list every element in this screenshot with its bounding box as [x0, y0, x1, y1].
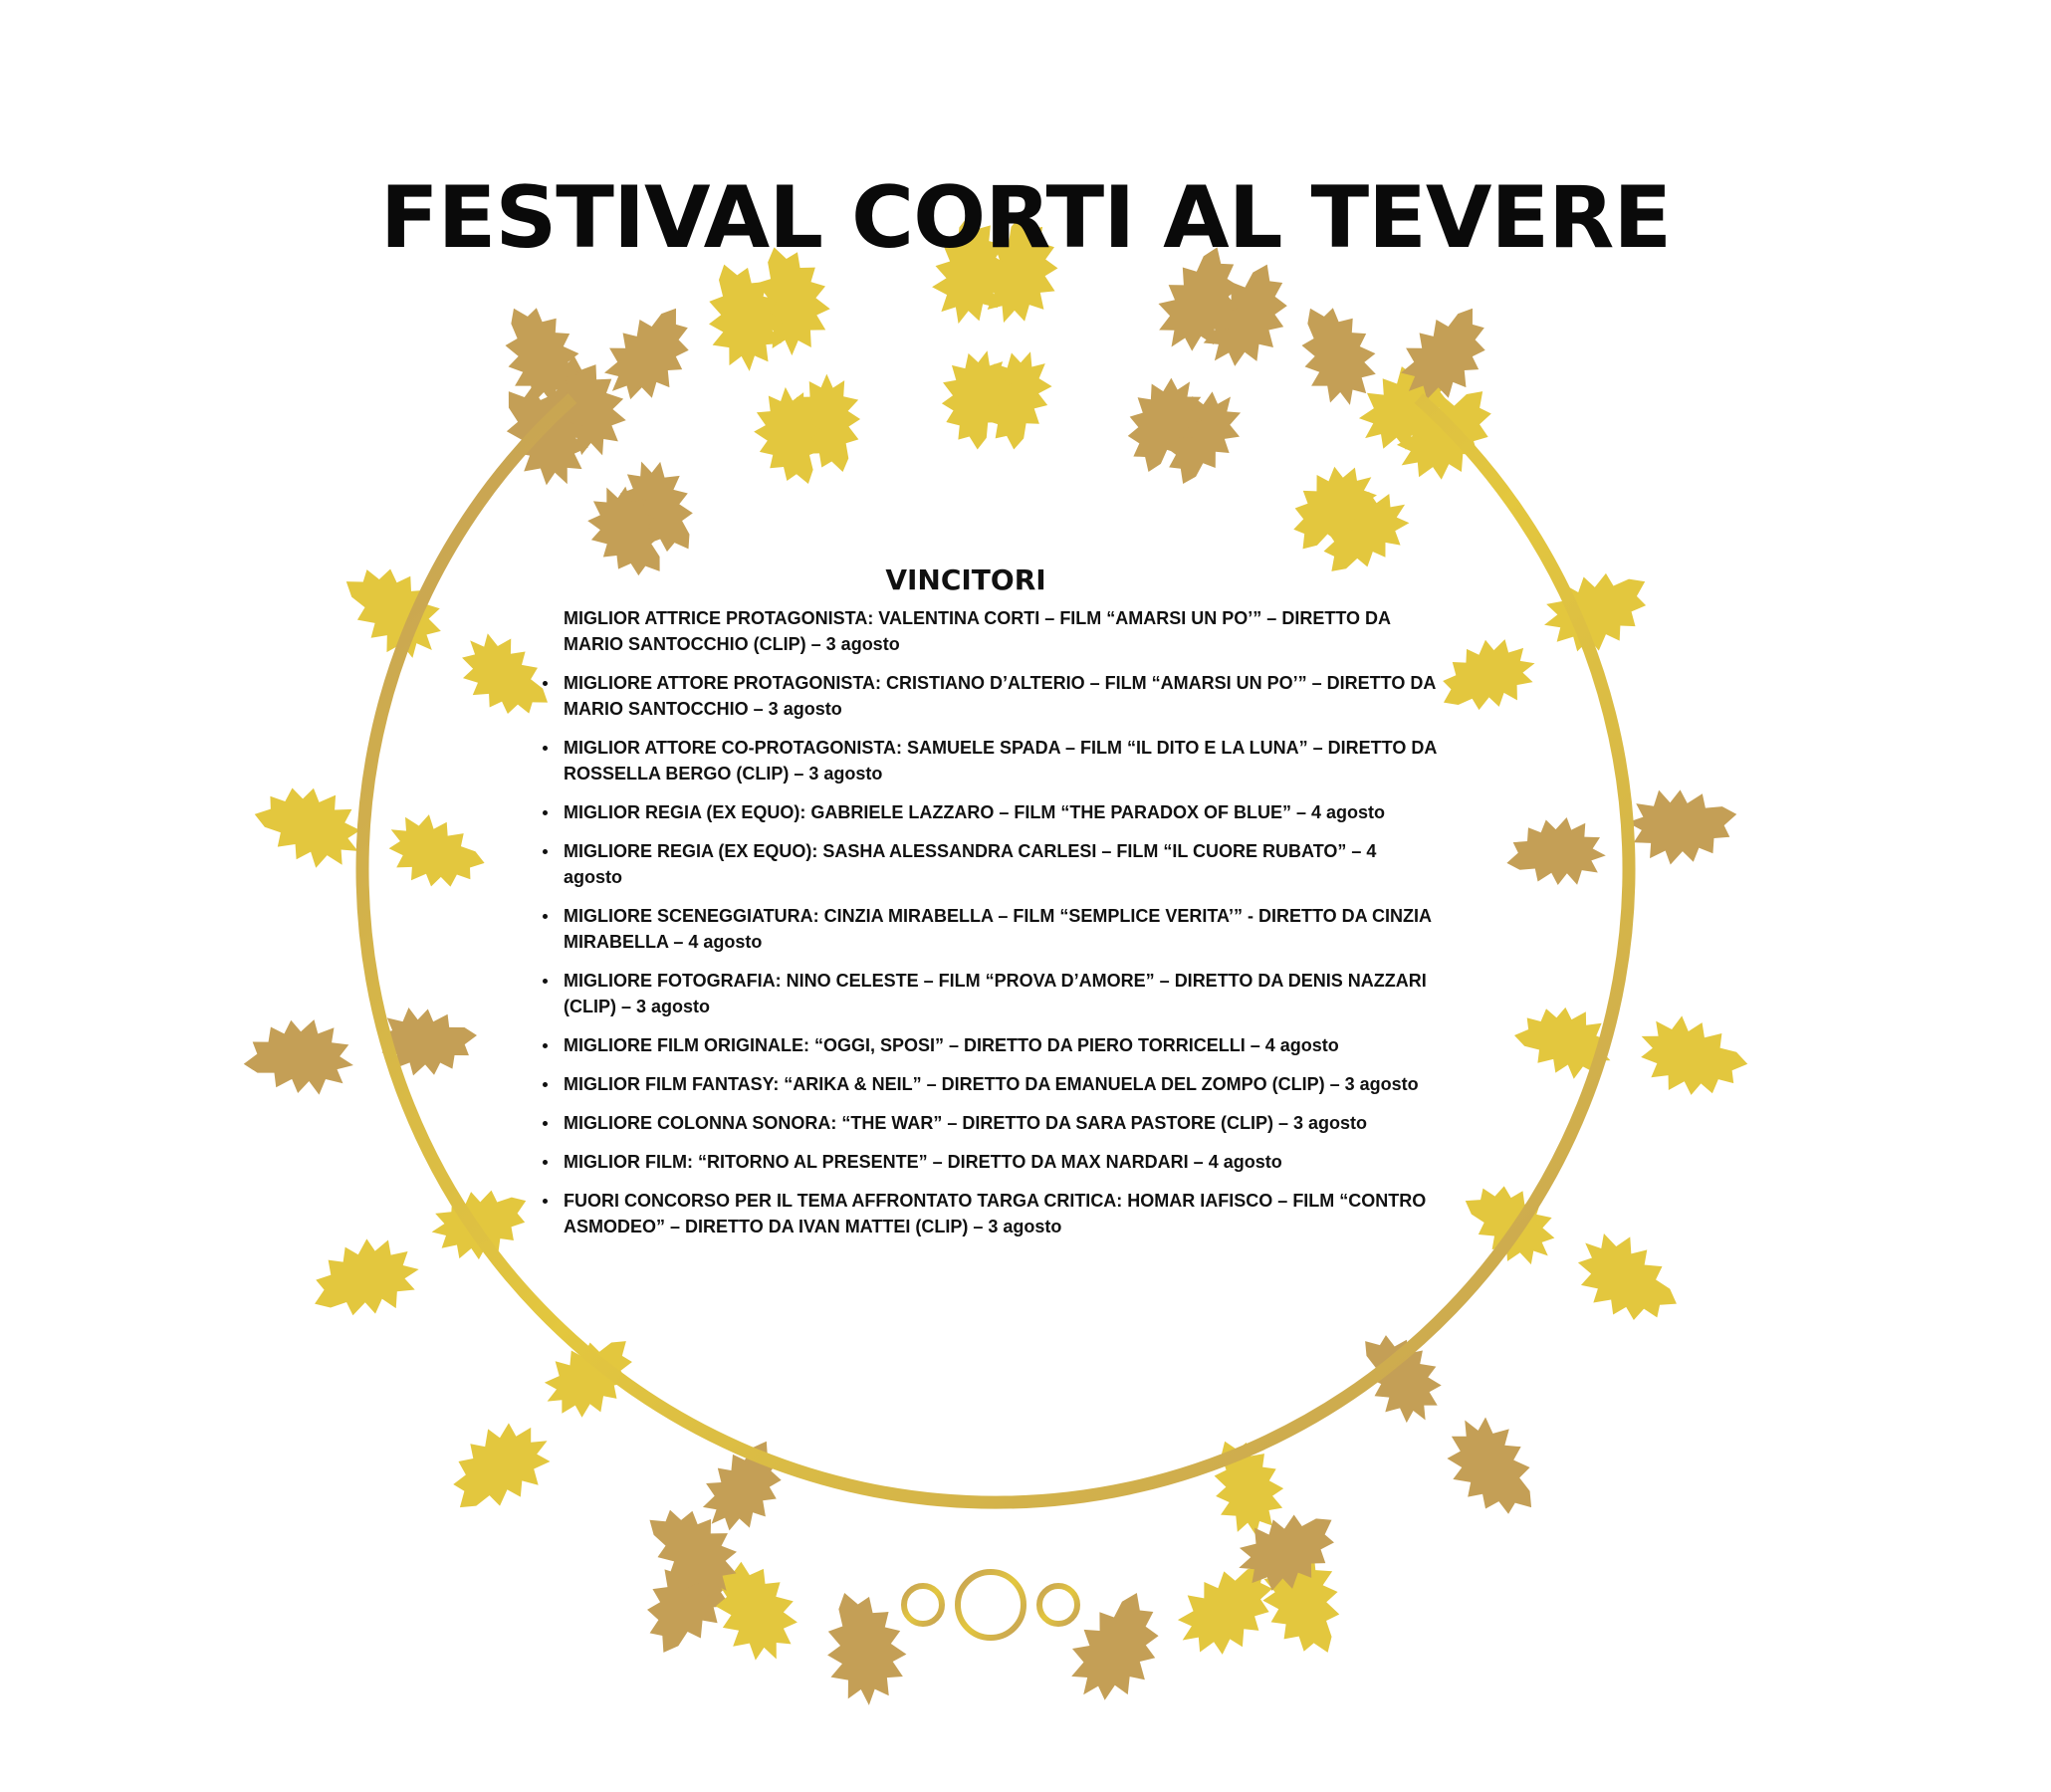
winner-item: MIGLIOR FILM: “RITORNO AL PRESENTE” – DIRETTO DA MAX NARDARI – 4 agosto — [564, 1149, 1440, 1175]
winner-item: MIGLIORE SCENEGGIATURA: CINZIA MIRABELLA – FILM “SEMPLICE VERITA’” - DIRETTO DA CINZIA MIRABELLA – 4 agosto — [564, 903, 1440, 955]
winner-item: MIGLIOR REGIA (EX EQUO): GABRIELE LAZZARO – FILM “THE PARADOX OF BLUE” – 4 agosto — [564, 799, 1440, 825]
winner-item: MIGLIOR ATTRICE PROTAGONISTA: VALENTINA CORTI – FILM “AMARSI UN PO’” – DIRETTO DA MARIO SANTOCCHIO (CLIP) – 3 agosto — [564, 608, 1391, 654]
page-title: FESTIVAL CORTI AL TEVERE — [379, 168, 1672, 268]
winner-item: MIGLIOR FILM FANTASY: “ARIKA & NEIL” – DIRETTO DA EMANUELA DEL ZOMPO (CLIP) – 3 agosto — [564, 1071, 1440, 1097]
winner-item: MIGLIOR ATTORE CO-PROTAGONISTA: SAMUELE SPADA – FILM “IL DITO E LA LUNA” – DIRETTO DA ROSSELLA BERGO (CLIP) – 3 agosto — [564, 735, 1440, 786]
section-heading: VINCITORI — [885, 563, 1046, 596]
winner-item: MIGLIORE COLONNA SONORA: “THE WAR” – DIRETTO DA SARA PASTORE (CLIP) – 3 agosto — [564, 1110, 1440, 1136]
winner-item: FUORI CONCORSO PER IL TEMA AFFRONTATO TARGA CRITICA: HOMAR IAFISCO – FILM “CONTRO ASMODEO” – DIRETTO DA IVAN MATTEI (CLIP) – 3 agosto — [564, 1188, 1440, 1239]
winner-item: MIGLIORE ATTORE PROTAGONISTA: CRISTIANO D’ALTERIO – FILM “AMARSI UN PO’” – DIRETTO DA MARIO SANTOCCHIO – 3 agosto — [564, 670, 1440, 722]
winner-item: MIGLIORE REGIA (EX EQUO): SASHA ALESSANDRA CARLESI – FILM “IL CUORE RUBATO” – 4 agosto — [564, 838, 1440, 890]
winner-item: MIGLIORE FOTOGRAFIA: NINO CELESTE – FILM “PROVA D’AMORE” – DIRETTO DA DENIS NAZZARI (CLIP) – 3 agosto — [564, 968, 1440, 1019]
winner-item: MIGLIORE FILM ORIGINALE: “OGGI, SPOSI” – DIRETTO DA PIERO TORRICELLI – 4 agosto — [564, 1032, 1440, 1058]
winners-list — [564, 605, 1440, 1252]
